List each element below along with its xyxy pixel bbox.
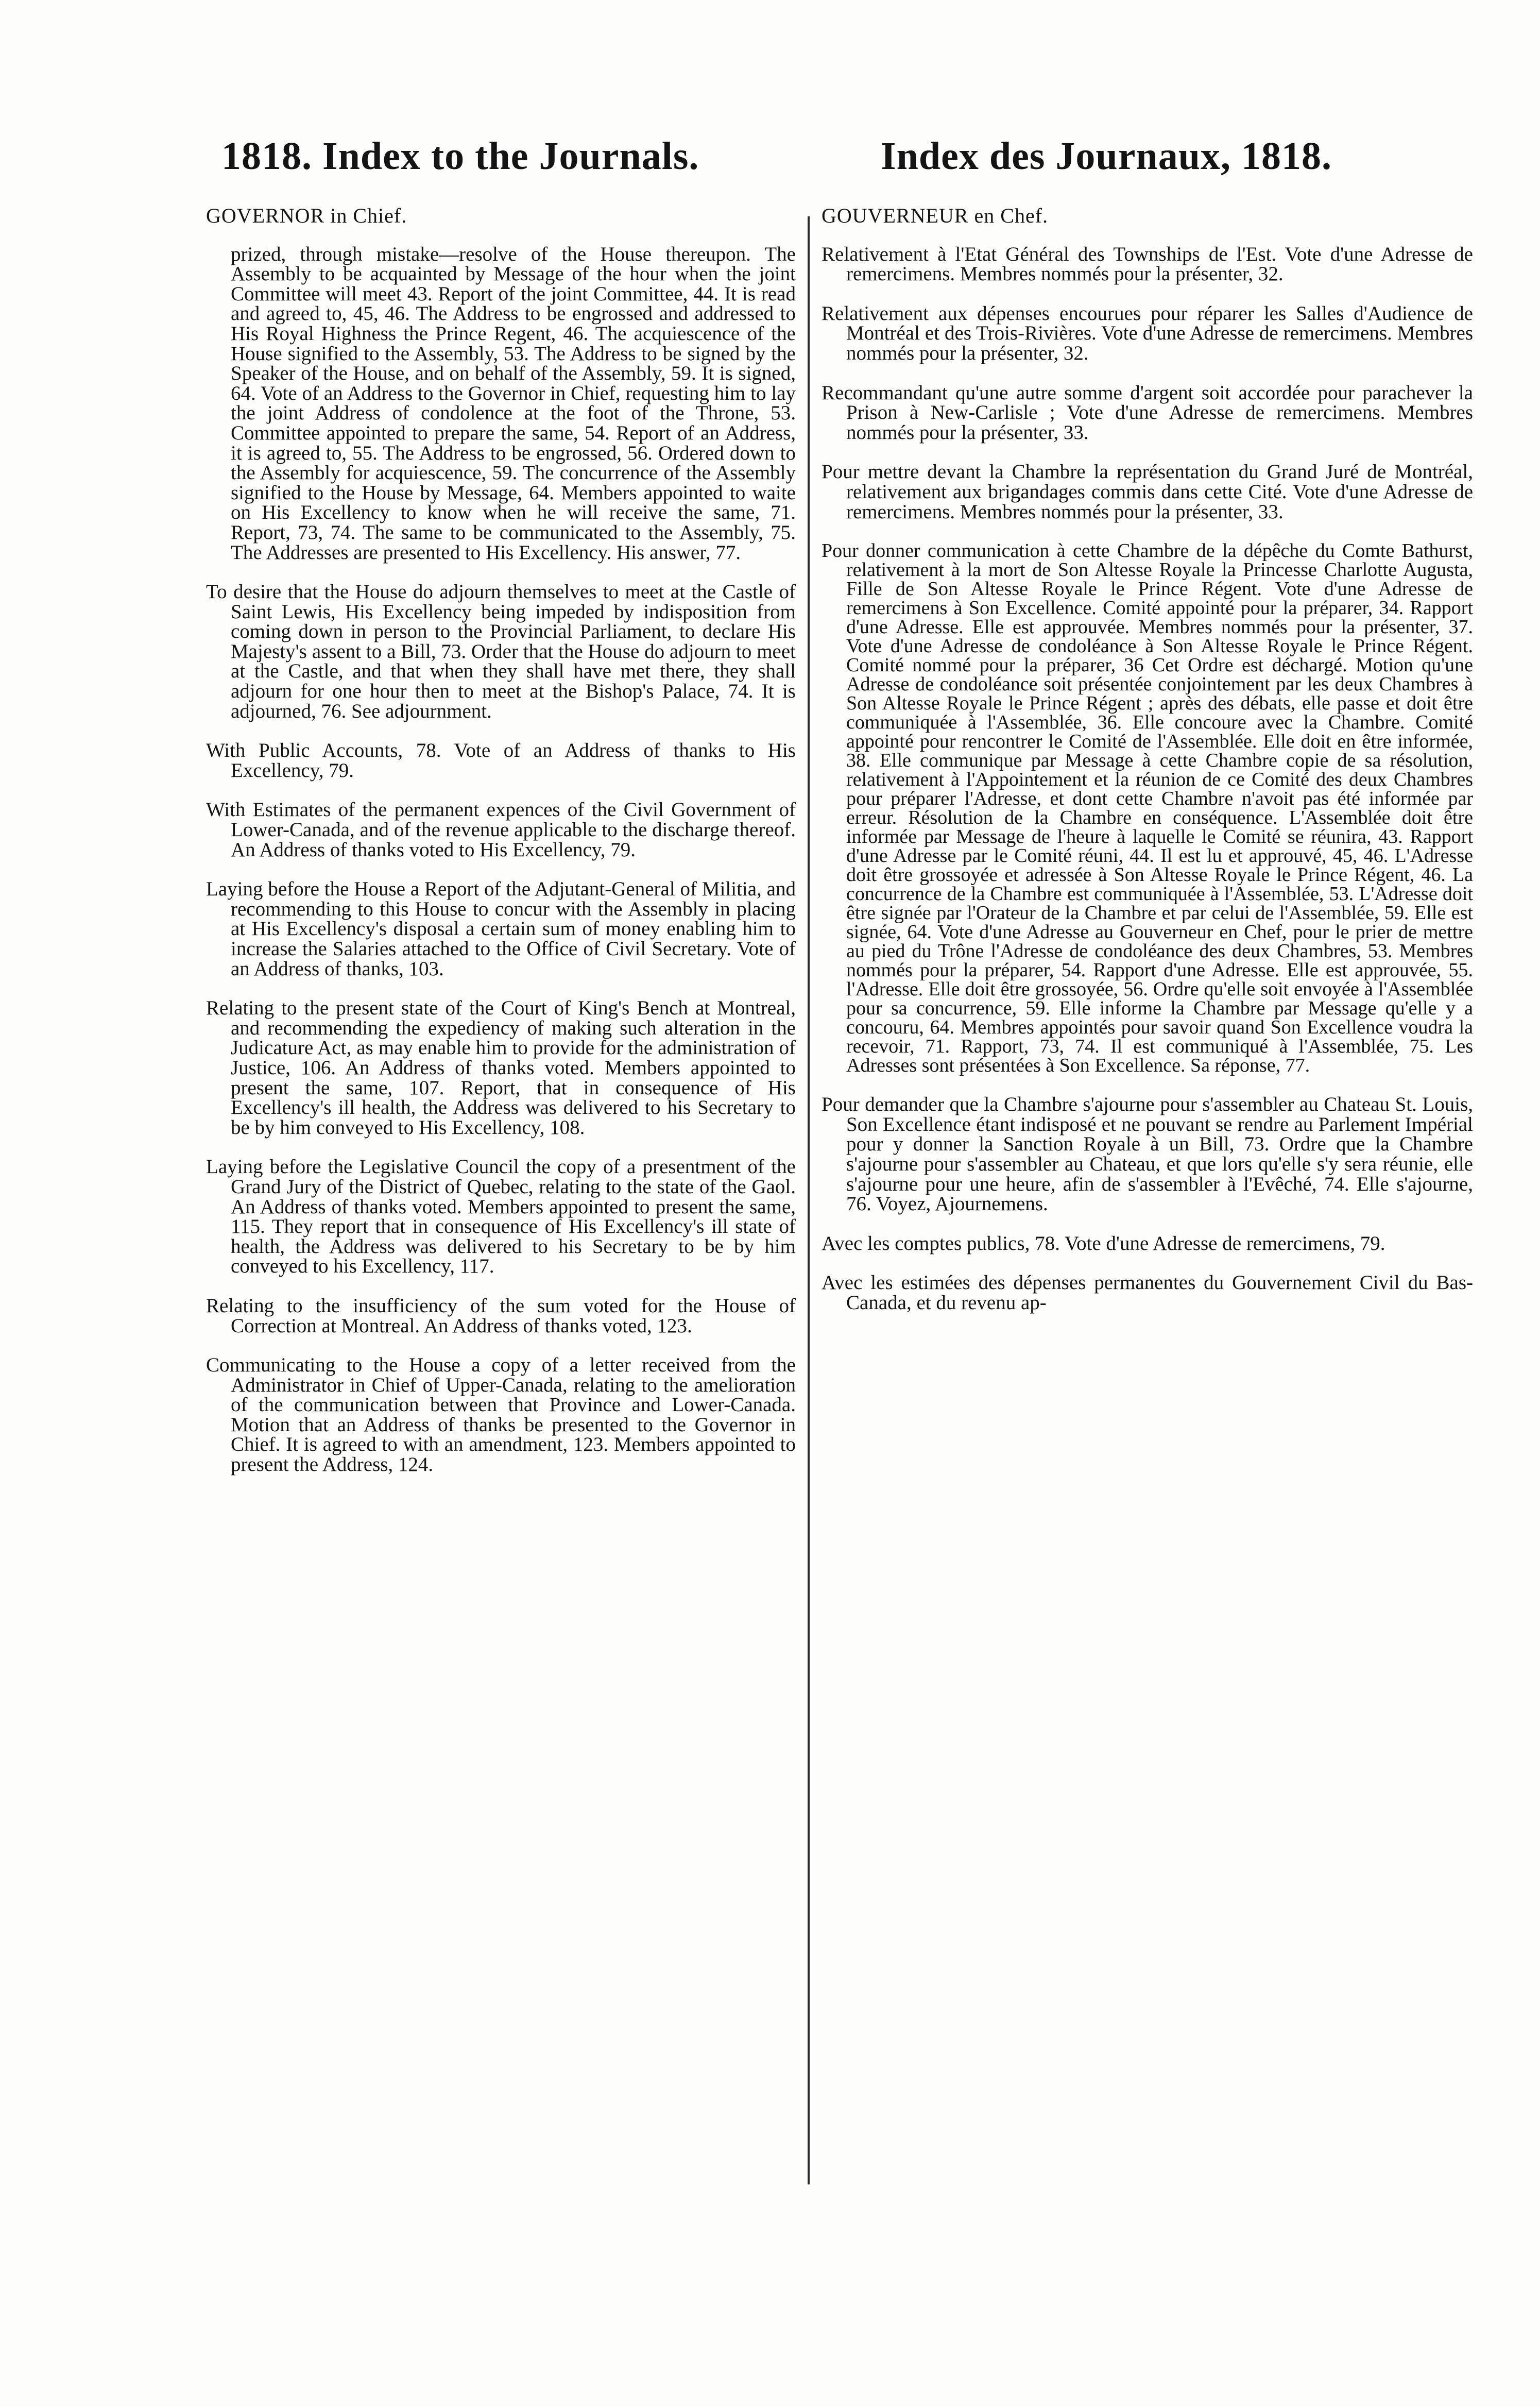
index-entry: With Estimates of the permanent expences of the Civil Government of Lower-Canada, and of the revenue applicable to the discharge thereof. An Address of thanks voted to His Excellency, 79.: [206, 799, 796, 861]
index-entry: To desire that the House do adjourn themselves to meet at the Castle of Saint Lewis, His Excellency being impeded by indisposition from coming down in person to the Provincial Parliament, to declare His Majesty's assent to a Bill, 73. Order that the House do adjourn to meet at the Castle, and that when they shall have met there, they shall adjourn for one hour then to meet at the Bishop's Palace, 74. It is adjourned, 76. See adjournment.: [206, 581, 796, 722]
french-column-heading: GOUVERNEUR en Chef.: [822, 204, 1049, 227]
index-entry: Relativement à l'Etat Général des Townships de l'Est. Vote d'une Adresse de remercimens. Membres nommés pour la présenter, 32.: [822, 243, 1473, 285]
running-head-left: 1818. Index to the Journals.: [221, 134, 699, 178]
index-entry: Laying before the House a Report of the Adjutant-General of Militia, and recommending to this House to concur with the Assembly in placing at His Excellency's disposal a certain sum of money enabling him to increase the Salaries attached to the Office of Civil Secretary. Vote of an Address of thanks, 103.: [206, 878, 796, 980]
index-entry: Avec les estimées des dépenses permanentes du Gouvernement Civil du Bas-Canada, et du revenu ap-: [822, 1272, 1473, 1314]
index-entry: Laying before the Legislative Council the copy of a presentment of the Grand Jury of the District of Quebec, relating to the state of the Gaol. An Address of thanks voted. Members appointed to present the same, 115. They report that in consequence of His Excellency's ill state of health, the Address was delivered to his Secretary to be by him conveyed to his Excellency, 117.: [206, 1156, 796, 1278]
french-column: [822, 206, 1473, 1332]
index-entry: Relating to the insufficiency of the sum voted for the House of Correction at Montreal. An Address of thanks voted, 123.: [206, 1294, 796, 1337]
index-entry: Avec les comptes publics, 78. Vote d'une Adresse de remercimens, 79.: [822, 1232, 1385, 1255]
column-divider: [808, 216, 810, 2184]
index-entry: Relativement aux dépenses encourues pour réparer les Salles d'Audience de Montréal et des Trois-Rivières. Vote d'une Adresse de remercimens. Membres nommés pour la présenter, 32.: [822, 302, 1473, 364]
running-head-right: Index des Journaux, 1818.: [881, 134, 1332, 178]
index-entry: Pour mettre devant la Chambre la représentation du Grand Juré de Montréal, relativement aux brigandages commis dans cette Cité. Vote d'une Adresse de remercimens. Membres nommés pour la présenter, 33.: [822, 461, 1473, 523]
index-entry: Relating to the present state of the Court of King's Bench at Montreal, and recommending the expediency of making such alteration in the Judicature Act, as may enable him to provide for the administration of Justice, 106. An Address of thanks voted. Members appointed to present the same, 107. Report, that in consequence of His Excellency's ill health, the Address was delivered to his Secretary to be by him conveyed to His Excellency, 108.: [206, 997, 796, 1139]
running-head: [206, 134, 1540, 196]
index-entry: Communicating to the House a copy of a letter received from the Administrator in Chief of Upper-Canada, relating to the amelioration of the communication between that Province and Lower-Canada. Motion that an Address of thanks be presented to the Governor in Chief. It is agreed to with an amendment, 123. Members appointed to present the Address, 124.: [206, 1354, 796, 1476]
english-column-heading: GOVERNOR in Chief.: [206, 204, 407, 227]
index-entry: Pour demander que la Chambre s'ajourne pour s'assembler au Chateau St. Louis, Son Excellence étant indisposé et ne pouvant se rendre au Parlement Impérial pour y donner la Sanction Royale à un Bill, 73. Ordre que la Chambre s'ajourne pour s'assembler au Chateau, et que lors qu'elle s'y sera réunie, elle s'ajourne pour une heure, afin de s'assembler à l'Evêché, 74. Elle s'ajourne, 76. Voyez, Ajournemens.: [822, 1093, 1473, 1215]
english-column: [206, 206, 796, 1495]
index-entry: Recommandant qu'une autre somme d'argent soit accordée pour parachever la Prison à New-Carlisle ; Vote d'une Adresse de remercimens. Membres nommés pour la présenter, 33.: [822, 381, 1473, 444]
index-entry: With Public Accounts, 78. Vote of an Address of thanks to His Excellency, 79.: [206, 739, 796, 782]
index-entry: prized, through mistake—resolve of the House thereupon. The Assembly to be acquainted by Message of the hour when the joint Committee will meet 43. Report of the joint Committee, 44. It is read and agreed to, 45, 46. The Address to be engrossed and addressed to His Royal Highness the Prince Regent, 46. The acquiescence of the House signified to the Assembly, 53. The Address to be signed by the Speaker of the House, and on behalf of the Assembly, 59. It is signed, 64. Vote of an Address to the Governor in Chief, requesting him to lay the joint Address of condolence at the foot of the Throne, 53. Committee appointed to prepare the same, 54. Report of an Address, it is agreed to, 55. The Address to be engrossed, 56. Ordered down to the Assembly for acquiescence, 59. The concurrence of the Assembly signified to the House by Message, 64. Members appointed to waite on His Excellency to know when he will receive the same, 71. Report, 73, 74. The same to be communicated to the Assembly, 75. The Addresses are presented to His Excellency. His answer, 77.: [231, 243, 796, 564]
index-entry: Pour donner communication à cette Chambre de la dépêche du Comte Bathurst, relativement à la mort de Son Altesse Royale la Princesse Charlotte Augusta, Fille de Son Altesse Royale le Prince Régent. Vote d'une Adresse de remercimens à Son Excellence. Comité appointé pour la préparer, 34. Rapport d'une Adresse. Elle est approuvée. Membres nommés pour la présenter, 37. Vote d'une Adresse de condoléance à Son Altesse Royale le Prince Régent. Comité nommé pour la préparer, 36 Cet Ordre est déchargé. Motion qu'une Adresse de condoléance soit présentée conjointement par les deux Chambres à Son Altesse Royale le Prince Régent ; après des débats, elle passe et doit être communiquée à l'Assemblée, 36. Elle concoure avec la Chambre. Comité appointé pour rencontrer le Comité de l'Assemblée. Elle doit en être informée, 38. Elle communique par Message à cette Chambre copie de sa résolution, relativement à l'Appointement et la réunion de ce Comité des deux Chambres pour préparer l'Adresse, et dont cette Chambre n'avoit pas été informée par erreur. Résolution de la Chambre en conséquence. L'Assemblée doit être informée par Message de l'heure à laquelle le Comité se réunira, 43. Rapport d'une Adresse par le Comité réuni, 44. Il est lu et approuvé, 45, 46. L'Adresse doit être grossoyée et adressée à Son Altesse Royale le Prince Régent, 46. La concurrence de la Chambre est communiquée à l'Assemblée, 53. L'Adresse doit être signée par l'Orateur de la Chambre et par celui de l'Assemblée, 59. Elle est signée, 64. Vote d'une Adresse au Gouverneur en Chef, pour le prier de mettre au pied du Trône l'Adresse de condoléance des deux Chambres, 53. Membres nommés pour la préparer, 54. Rapport d'une Adresse. Elle est approuvée, 55. l'Adresse. Elle doit être grossoyée, 56. Ordre qu'elle soit envoyée à l'Assemblée pour sa concurrence, 59. Elle informe la Chambre par Message qu'elle y a concouru, 64. Membres appointés pour savoir quand Son Excellence voudra la recevoir, 71. Rapport, 73, 74. Il est communiqué à l'Assemblée, 75. Les Adresses sont présentées à Son Excellence. Sa réponse, 77.: [822, 540, 1473, 1077]
